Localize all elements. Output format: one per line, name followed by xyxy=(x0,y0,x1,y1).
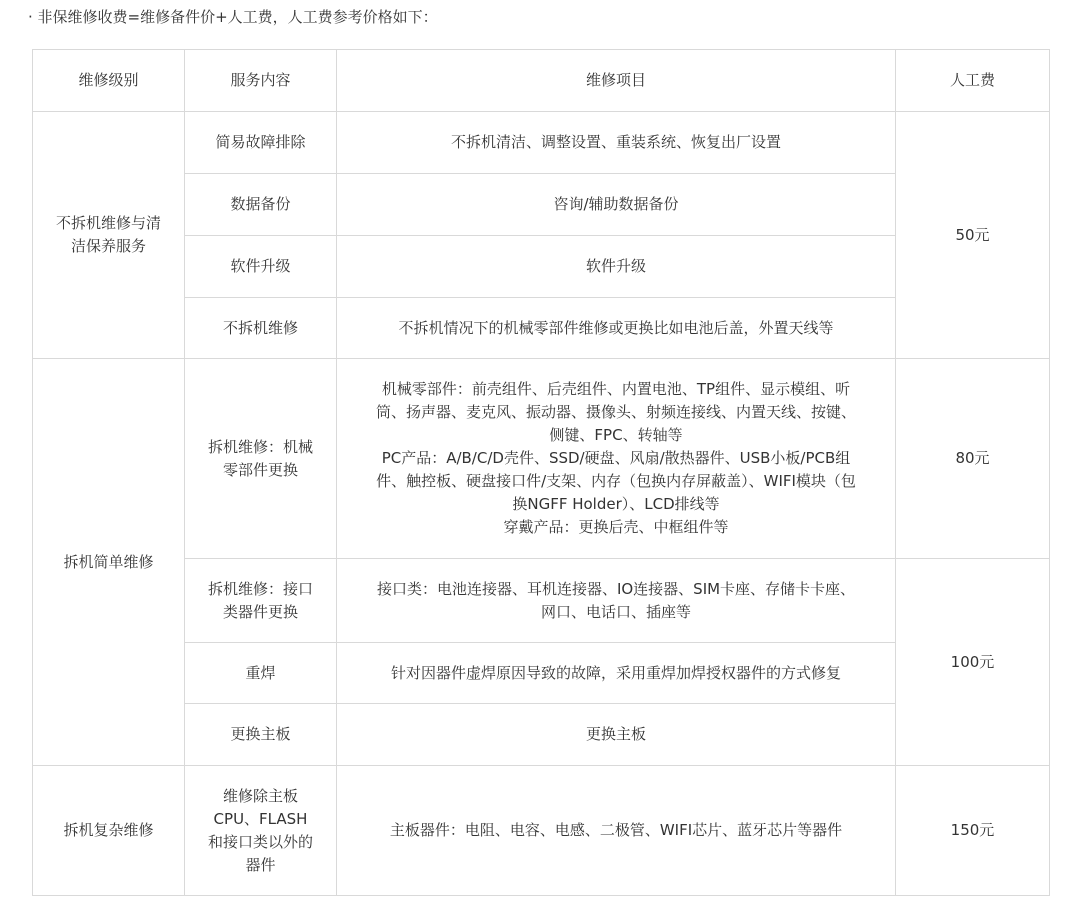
header-fee: 人工费 xyxy=(896,50,1050,112)
labor-fee-table xyxy=(32,49,1050,896)
fee-cell: 80元 xyxy=(896,359,1050,559)
table-row xyxy=(33,359,1050,559)
fee-cell: 50元 xyxy=(896,112,1050,359)
items-cell: 接口类：电池连接器、耳机连接器、IO连接器、SIM卡座、存储卡卡座、 网口、电话口、插座等 xyxy=(337,559,896,643)
header-items: 维修项目 xyxy=(337,50,896,112)
header-service: 服务内容 xyxy=(185,50,337,112)
items-cell: 不拆机情况下的机械零部件维修或更换比如电池后盖，外置天线等 xyxy=(337,298,896,359)
service-cell: 更换主板 xyxy=(185,704,337,766)
level-cell: 拆机复杂维修 xyxy=(33,766,185,896)
items-cell: 机械零部件：前壳组件、后壳组件、内置电池、TP组件、显示模组、听 筒、扬声器、麦克风、振动器、摄像头、射频连接线、内置天线、按键、 侧键、FPC、转轴等 PC产品：A/B/C/D壳件、SSD/硬盘、风扇/散热器件、USB小板/PCB组 件、触控板、硬盘接口件/支架、内存（包换内存屏蔽盖）、WIFI模块（包 换NGFF Holder）、LCD排线等 穿戴产品：更换后壳、中框组件等 xyxy=(337,359,896,559)
level-cell: 不拆机维修与清 洁保养服务 xyxy=(33,112,185,359)
items-cell: 针对因器件虚焊原因导致的故障，采用重焊加焊授权器件的方式修复 xyxy=(337,643,896,704)
header-level: 维修级别 xyxy=(33,50,185,112)
items-cell: 更换主板 xyxy=(337,704,896,766)
items-cell: 软件升级 xyxy=(337,236,896,298)
service-cell: 维修除主板 CPU、FLASH 和接口类以外的 器件 xyxy=(185,766,337,896)
level-cell: 拆机简单维修 xyxy=(33,359,185,766)
service-cell: 不拆机维修 xyxy=(185,298,337,359)
fee-cell: 150元 xyxy=(896,766,1050,896)
service-cell: 拆机维修：接口 类器件更换 xyxy=(185,559,337,643)
table-row xyxy=(33,112,1050,174)
items-cell: 不拆机清洁、调整设置、重装系统、恢复出厂设置 xyxy=(337,112,896,174)
table-row xyxy=(33,766,1050,896)
intro-text: · 非保维修收费=维修备件价+人工费，人工费参考价格如下： xyxy=(28,8,438,26)
fee-cell: 100元 xyxy=(896,559,1050,766)
service-cell: 简易故障排除 xyxy=(185,112,337,174)
items-cell: 主板器件：电阻、电容、电感、二极管、WIFI芯片、蓝牙芯片等器件 xyxy=(337,766,896,896)
table-header-row xyxy=(33,50,1050,112)
service-cell: 重焊 xyxy=(185,643,337,704)
service-cell: 软件升级 xyxy=(185,236,337,298)
service-cell: 数据备份 xyxy=(185,174,337,236)
items-cell: 咨询/辅助数据备份 xyxy=(337,174,896,236)
table-row xyxy=(33,559,1050,643)
service-cell: 拆机维修：机械 零部件更换 xyxy=(185,359,337,559)
